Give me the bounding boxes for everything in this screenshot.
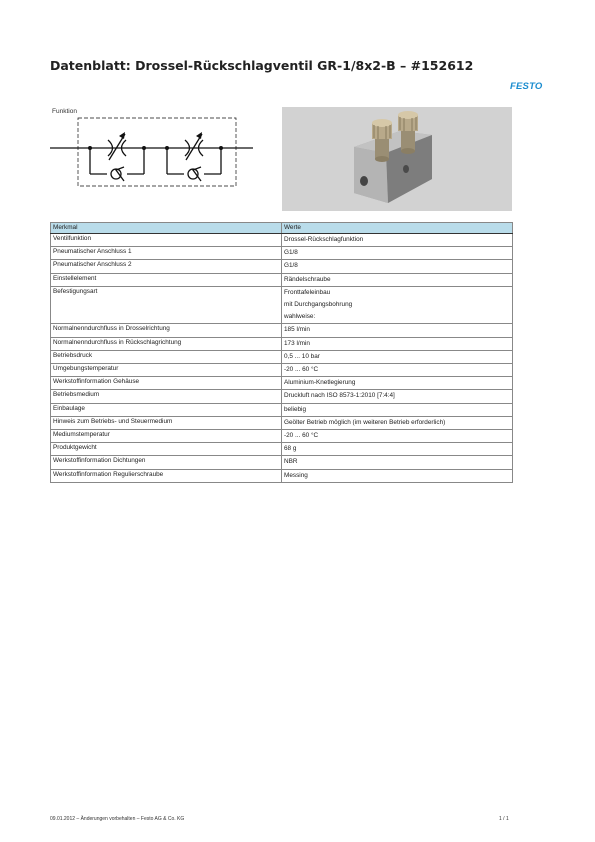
value-cell — [282, 273, 513, 286]
value-cell — [282, 469, 513, 482]
value-line: wahlweise: — [284, 313, 316, 321]
value-cell — [282, 430, 513, 443]
table-row — [51, 364, 513, 377]
footer-note: 09.01.2012 – Änderungen vorbehalten – Festo AG & Co. KG — [50, 816, 185, 822]
page-title: Datenblatt: Drossel-Rückschlagventil GR-1/8x2-B – #152612 — [50, 58, 474, 73]
feature-cell: Pneumatischer Anschluss 1 — [51, 247, 282, 260]
table-row — [51, 260, 513, 273]
value-line: Fronttafeleinbau — [284, 288, 331, 296]
feature-cell: Normalnenndurchfluss in Rückschlagrichtung — [51, 337, 282, 350]
value-line: mit Durchgangsbohrung — [284, 301, 353, 309]
value-line: Messing — [284, 471, 308, 479]
value-cell — [282, 390, 513, 403]
table-header-row — [51, 223, 513, 234]
table-row — [51, 456, 513, 469]
value-cell — [282, 350, 513, 363]
feature-cell: Umgebungstemperatur — [51, 364, 282, 377]
value-cell — [282, 234, 513, 247]
value-line: 185 l/min — [284, 326, 310, 334]
value-line: Drossel-Rückschlagfunktion — [284, 236, 364, 243]
feature-cell: Produktgewicht — [51, 443, 282, 456]
feature-cell: Betriebsdruck — [51, 350, 282, 363]
table-row — [51, 403, 513, 416]
value-cell — [282, 403, 513, 416]
value-line: Rändelschraube — [284, 275, 331, 283]
value-line: beliebig — [284, 405, 307, 413]
value-line: G1/8 — [284, 262, 298, 270]
value-cell — [282, 456, 513, 469]
value-line: -20 ... 60 °C — [284, 432, 319, 440]
value-cell — [282, 364, 513, 377]
feature-cell: Betriebsmedium — [51, 390, 282, 403]
table-row — [51, 430, 513, 443]
table-row — [51, 469, 513, 482]
value-cell — [282, 416, 513, 429]
column-header-feature: Merkmal — [51, 223, 282, 234]
table-row — [51, 286, 513, 324]
value-cell — [282, 286, 513, 324]
feature-cell: Normalnenndurchfluss in Drosselrichtung — [51, 324, 282, 337]
valve-image — [282, 107, 512, 211]
table-row — [51, 247, 513, 260]
value-line: -20 ... 60 °C — [284, 366, 319, 374]
specification-table — [50, 222, 513, 483]
feature-cell: Einbaulage — [51, 403, 282, 416]
value-cell — [282, 337, 513, 350]
value-line: Aluminium-Knetlegierung — [284, 379, 356, 387]
festo-logo: FESTO — [510, 81, 543, 92]
table-row — [51, 273, 513, 286]
value-cell — [282, 443, 513, 456]
value-line: Druckluft nach ISO 8573-1:2010 [7:4:4] — [284, 392, 395, 400]
feature-cell: Pneumatischer Anschluss 2 — [51, 260, 282, 273]
feature-cell: Mediumstemperatur — [51, 430, 282, 443]
feature-cell: Ventilfunktion — [51, 234, 282, 247]
value-cell — [282, 324, 513, 337]
value-line: 68 g — [284, 445, 297, 453]
value-line: G1/8 — [284, 249, 298, 257]
value-cell — [282, 377, 513, 390]
table-row — [51, 443, 513, 456]
table-row — [51, 324, 513, 337]
feature-cell: Befestigungsart — [51, 286, 282, 324]
value-line: 0,5 ... 10 bar — [284, 352, 320, 360]
value-line: NBR — [284, 458, 298, 466]
table-row — [51, 350, 513, 363]
value-cell — [282, 247, 513, 260]
table-row — [51, 377, 513, 390]
feature-cell: Werkstoffinformation Regulierschraube — [51, 469, 282, 482]
table-row — [51, 337, 513, 350]
throttle-check-valve-symbol-icon — [50, 116, 255, 190]
product-photo — [282, 107, 512, 211]
value-line: Geölter Betrieb möglich (im weiteren Betrieb erforderlich) — [284, 418, 446, 426]
feature-cell: Werkstoffinformation Gehäuse — [51, 377, 282, 390]
table-row — [51, 390, 513, 403]
column-header-values: Werte — [282, 223, 513, 234]
value-cell — [282, 260, 513, 273]
table-row — [51, 416, 513, 429]
feature-cell: Hinweis zum Betriebs- und Steuermedium — [51, 416, 282, 429]
table-row — [51, 234, 513, 247]
value-line: 173 l/min — [284, 339, 310, 347]
function-label: Funktion — [52, 108, 77, 115]
feature-cell: Einstellelement — [51, 273, 282, 286]
feature-cell: Werkstoffinformation Dichtungen — [51, 456, 282, 469]
page-number: 1 / 1 — [499, 816, 509, 822]
